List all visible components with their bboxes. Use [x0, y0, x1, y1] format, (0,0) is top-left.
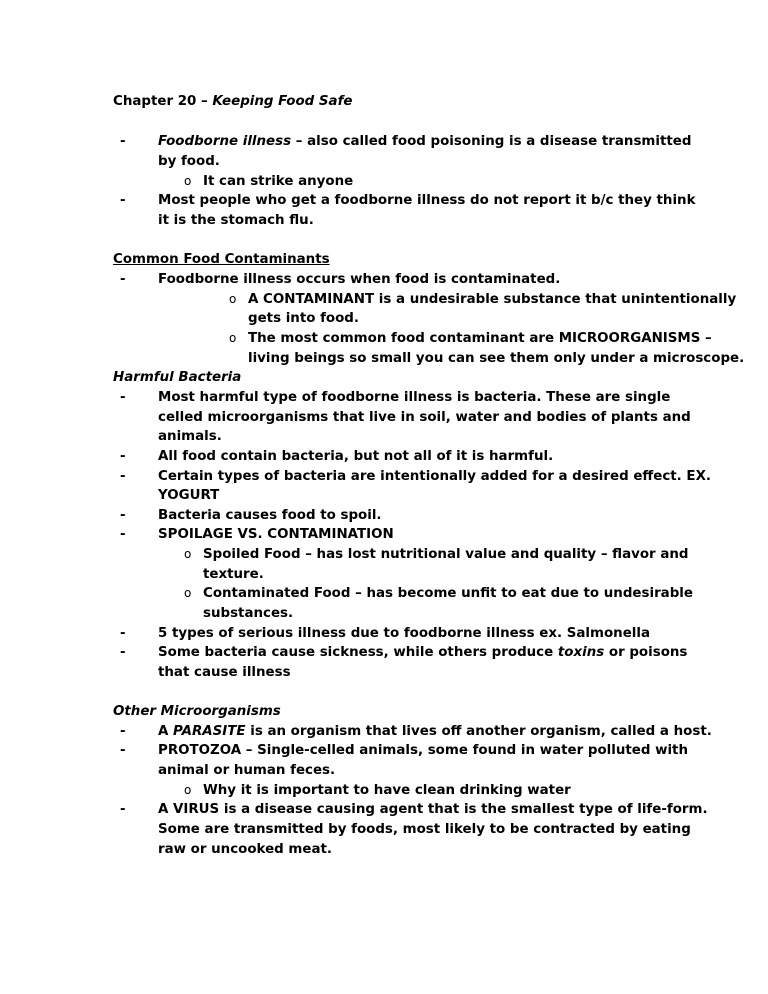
term-toxins: toxins: [557, 645, 605, 660]
intro-item-1-text: – also called food poisoning is a disease transmitted: [291, 134, 692, 149]
other-item-1-text-a: A: [158, 724, 174, 739]
heading-harmful-bacteria: Harmful Bacteria: [113, 370, 242, 385]
term-parasite: PARASITE: [173, 724, 246, 739]
sub-bullet: o: [184, 174, 192, 188]
dash-bullet: -: [120, 134, 126, 149]
sub-bullet: o: [184, 586, 192, 600]
other-item-3-line-2: Some are transmitted by foods, most likely to be contracted by eating: [158, 822, 691, 837]
bacteria-sub-1-line-2: texture.: [203, 567, 264, 582]
dash-bullet: -: [120, 508, 126, 523]
other-sub-item: Why it is important to have clean drinking water: [203, 783, 571, 798]
heading-common-contaminants: Common Food Contaminants: [113, 252, 330, 267]
bacteria-item-3-line-2: YOGURT: [158, 488, 220, 503]
sub-bullet: o: [229, 292, 237, 306]
other-item-3-line-3: raw or uncooked meat.: [158, 842, 332, 857]
dash-bullet: -: [120, 272, 126, 287]
dash-bullet: -: [120, 743, 126, 758]
common-sub-1-line-2: gets into food.: [248, 311, 359, 326]
common-sub-2-line-1: The most common food contaminant are MICROORGANISMS –: [248, 331, 712, 346]
dash-bullet: -: [120, 724, 126, 739]
other-item-1: [158, 722, 712, 742]
bacteria-item-7-text-b: or poisons: [604, 645, 688, 660]
intro-sub-item: It can strike anyone: [203, 174, 354, 189]
bacteria-item-3-line-1: Certain types of bacteria are intentionally added for a desired effect. EX.: [158, 469, 711, 484]
dash-bullet: -: [120, 390, 126, 405]
bacteria-item-2: All food contain bacteria, but not all of it is harmful.: [158, 449, 554, 464]
other-item-2-line-2: animal or human feces.: [158, 763, 336, 778]
common-sub-1-line-1: A CONTAMINANT is a undesirable substance that unintentionally: [248, 292, 737, 307]
sub-bullet: o: [184, 783, 192, 797]
chapter-title-italic: Keeping Food Safe: [212, 94, 353, 109]
dash-bullet: -: [120, 626, 126, 641]
chapter-title: [113, 92, 353, 112]
bacteria-item-1-line-1: Most harmful type of foodborne illness is bacteria. These are single: [158, 390, 671, 405]
sub-bullet: o: [229, 331, 237, 345]
intro-item-1-line-1: [158, 132, 691, 152]
bacteria-sub-2-line-1: Contaminated Food – has become unfit to eat due to undesirable: [203, 586, 693, 601]
bacteria-item-6: 5 types of serious illness due to foodborne illness ex. Salmonella: [158, 626, 651, 641]
dash-bullet: -: [120, 449, 126, 464]
bacteria-sub-2-line-2: substances.: [203, 606, 294, 621]
bacteria-item-4: Bacteria causes food to spoil.: [158, 508, 382, 523]
bacteria-sub-1-line-1: Spoiled Food – has lost nutritional value and quality – flavor and: [203, 547, 689, 562]
bacteria-item-1-line-3: animals.: [158, 429, 222, 444]
other-item-1-text-b: is an organism that lives off another organism, called a host.: [245, 724, 712, 739]
common-sub-2-line-2: living beings so small you can see them only under a microscope.: [248, 351, 745, 366]
other-item-2-line-1: PROTOZOA – Single-celled animals, some found in water polluted with: [158, 743, 688, 758]
bacteria-item-5: SPOILAGE VS. CONTAMINATION: [158, 527, 394, 542]
intro-item-1-line-2: by food.: [158, 154, 220, 169]
other-item-3-line-1: A VIRUS is a disease causing agent that is the smallest type of life-form.: [158, 802, 708, 817]
bacteria-item-1-line-2: celled microorganisms that live in soil, water and bodies of plants and: [158, 410, 691, 425]
term-foodborne-illness: Foodborne illness: [158, 134, 292, 149]
bacteria-item-7-line-2: that cause illness: [158, 665, 291, 680]
intro-item-2-line-1: Most people who get a foodborne illness do not report it b/c they think: [158, 193, 696, 208]
intro-item-2-line-2: it is the stomach flu.: [158, 213, 314, 228]
dash-bullet: -: [120, 193, 126, 208]
chapter-prefix: Chapter 20 –: [113, 94, 213, 109]
dash-bullet: -: [120, 527, 126, 542]
common-item-1: Foodborne illness occurs when food is contaminated.: [158, 272, 561, 287]
heading-other-microorganisms: Other Microorganisms: [113, 704, 281, 719]
dash-bullet: -: [120, 645, 126, 660]
dash-bullet: -: [120, 802, 126, 817]
sub-bullet: o: [184, 547, 192, 561]
dash-bullet: -: [120, 469, 126, 484]
bacteria-item-7-line-1: [158, 643, 687, 663]
bacteria-item-7-text-a: Some bacteria cause sickness, while others produce: [158, 645, 558, 660]
